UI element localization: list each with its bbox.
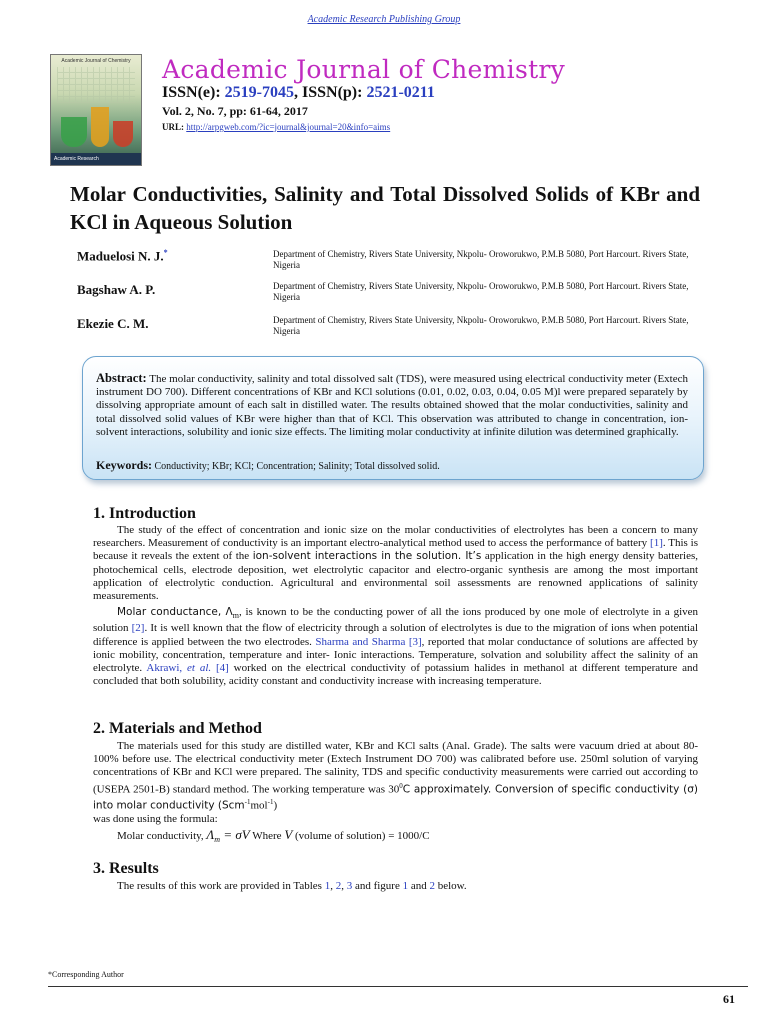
keywords-label: Keywords: [96, 458, 152, 472]
flask-icon [113, 121, 133, 147]
intro-paragraph-1: The study of the effect of concentration and ionic size on the molar conductivities of electrolytes has been a concern to many researchers. Measurement of conductivity is an important electro-analytical method used to access the performance of battery [1]. This is because it reveals the extent of the ion-solvent interactions in the solution. It’s application in the high energy density batteries, photochemical cells, electrode deposition, wet electrolytic capacitor and electro-organic synthesis are among the most important application of electrolytic conduction. Agricultural and environmental soil assessments are renowned applications of salinity measurements. [93, 524, 698, 603]
section-heading-results: 3. Results [93, 860, 159, 877]
citation-link[interactable]: [2] [131, 622, 145, 635]
footer-divider [48, 986, 748, 987]
author-affiliation: Department of Chemistry, Rivers State University, Nkpolu- Oroworukwo, P.M.B 5080, Port Harcourt. Rivers State, Nigeria [273, 281, 689, 302]
abstract-text: Abstract: The molar conductivity, salinity and total dissolved salt (TDS), were measured using electrical conductivity meter (Extech instrument DO 700). Different concentrations of KBr and KCl solutions (0.01, 0.02, 0.03, 0.04, 0.05 M)l were prepared separately by dissolving appropriate amount of each salt in distilled water. The results obtained showed that the molar conductivities, salinity and total dissolved solid values of KBr were higher than that of KCl. This observation was attributed to change in concentration, ion-solvent interactions, solubility and ionic size effects. The limiting molar conductivity at infinite dilution was determined graphically. [96, 371, 688, 438]
table-link[interactable]: 3 [346, 880, 353, 892]
figure-link[interactable]: 1 [402, 880, 409, 892]
page-number: 61 [723, 992, 735, 1006]
table-link[interactable]: 1 [324, 880, 331, 892]
citation-link[interactable]: Akrawi, et al. [4] [146, 662, 229, 674]
issn-p-value: 2521-0211 [366, 84, 435, 101]
journal-title: Academic Journal of Chemistry [162, 55, 566, 84]
publisher-link[interactable]: Academic Research Publishing Group [307, 14, 461, 25]
issn-e-value: 2519-7045 [224, 84, 294, 101]
issn-e-label: ISSN(e): [162, 84, 225, 101]
author-affiliation: Department of Chemistry, Rivers State University, Nkpolu- Oroworukwo, P.M.B 5080, Port Harcourt. Rivers State, Nigeria [273, 315, 689, 336]
author-affiliation: Department of Chemistry, Rivers State University, Nkpolu- Oroworukwo, P.M.B 5080, Port Harcourt. Rivers State, Nigeria [273, 249, 689, 270]
url-label: URL: [162, 122, 184, 132]
section-heading-methods: 2. Materials and Method [93, 720, 262, 737]
formula: Molar conductivity, $\Lambda_m = \sigma V$ Where V (volume of solution) = 1000/C [117, 827, 430, 845]
intro-paragraph-2: Molar conductance, $\Lambda_m$, is known to be the conducting power of all the ions produced by one mole of electrolyte in a given solution [2]. It is well known that the flow of electricity through a solution of electrolytes is due to the migration of ions when potential difference is applied between the two electrodes. Sharma and Sharma [3], reported that molar conductance of solutions are affected by ionic mobility, concentration, temperature and inter- Ionic interactions. Temperature, solvation and solubility affect the salinity of an electrolyte. Akrawi, et al. [4] worked on the electrical conductivity of potassium halides in methanol at different temperature and concluded that both solubility, acidity constant and conductivity increase with increasing temperature. [93, 606, 699, 688]
results-paragraph: The results of this work are provided in Tables 1, 2, 3 and figure 1 and 2 below. [117, 880, 467, 892]
cover-grid [57, 67, 135, 103]
issn-line: ISSN(e): 2519-7045, ISSN(p): 2521-0211 [162, 84, 435, 101]
author-name: Bagshaw A. P. [77, 282, 156, 297]
volume-info: Vol. 2, No. 7, pp: 61-64, 2017 [162, 104, 308, 118]
corresponding-mark: * [163, 248, 168, 257]
methods-paragraph: The materials used for this study are distilled water, KBr and KCl salts (Anal. Grade). The salts were vacuum dried at about 80-100% before use. The electrical conductivity meter (Extech Instrument DO 700) was calibrated before use. 250ml solution of varying concentrations of KBr and KCl were prepared. The salinity, TDS and specific conductivity measurements were carried out according to (USEPA 2501-B) standard method. The working temperature was $30^0C$ approximately. Conversion of specific conductivity (σ) into molar conductivity (Scm$^{-1}$mol$^{-1}$) was done using the formula: [93, 740, 698, 826]
cover-publisher: Academic Research [51, 153, 141, 165]
keywords: Keywords: Conductivity; KBr; KCl; Concentration; Salinity; Total dissolved solid. [96, 458, 440, 472]
citation-link[interactable]: [1] [650, 537, 663, 550]
journal-cover-image [50, 54, 142, 166]
figure-link[interactable]: 2 [429, 880, 435, 892]
abstract-label: Abstract: [96, 371, 147, 385]
author-name: Maduelosi N. J.* [77, 248, 168, 264]
url-line [162, 122, 390, 132]
flask-icon [61, 117, 87, 147]
footnote: *Corresponding Author [48, 970, 124, 979]
citation-link[interactable]: Sharma and Sharma [3] [315, 635, 422, 648]
table-link[interactable]: 2 [335, 880, 342, 892]
flask-icon [91, 107, 109, 147]
cover-title: Academic Journal of Chemistry [61, 58, 131, 64]
journal-url-link[interactable]: http://arpgweb.com/?ic=journal&journal=20&info=aims [186, 122, 391, 132]
issn-p-label: ISSN(p): [302, 84, 367, 101]
paper-title: Molar Conductivities, Salinity and Total Dissolved Solids of KBr and KCl in Aqueous Solution [70, 182, 700, 234]
author-name: Ekezie C. M. [77, 316, 149, 331]
section-heading-introduction: 1. Introduction [93, 505, 196, 522]
